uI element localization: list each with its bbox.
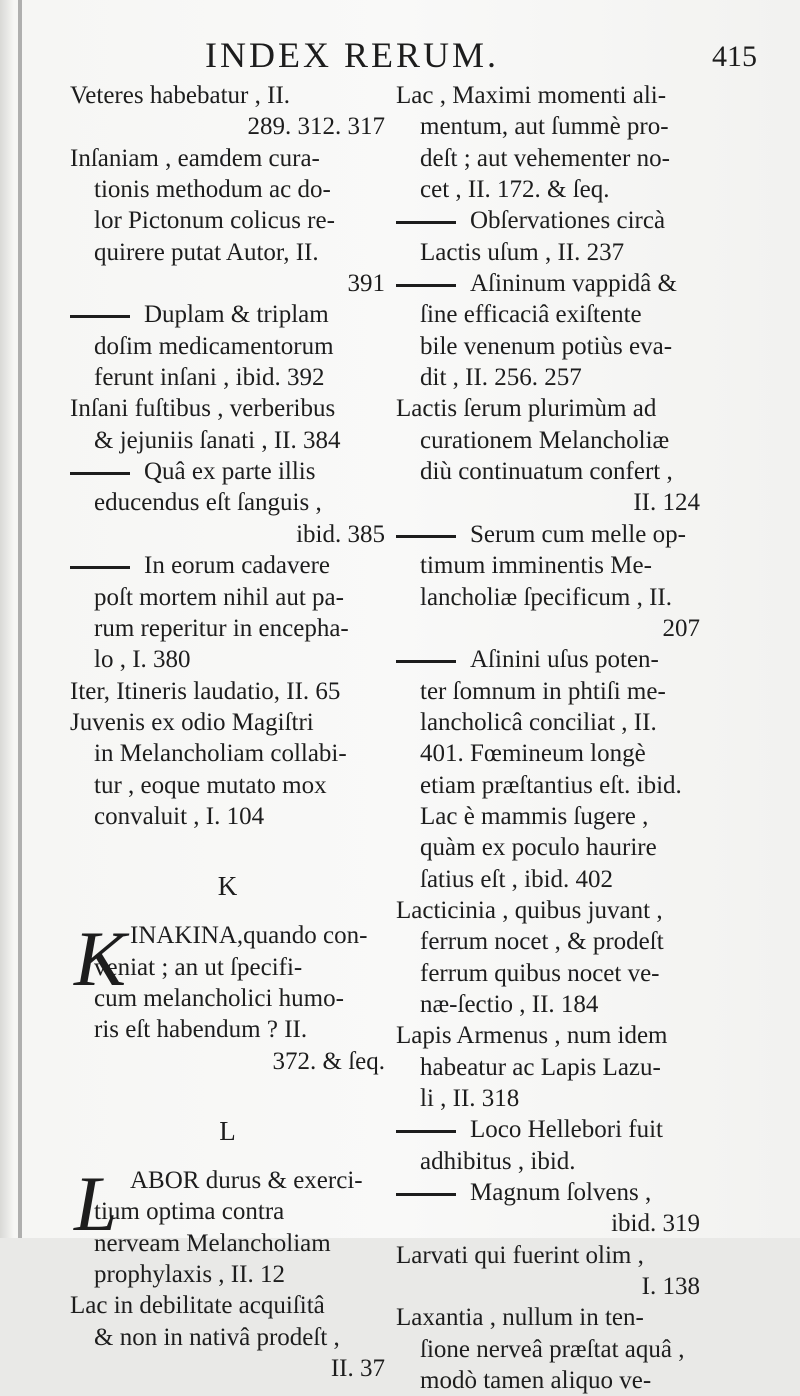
index-line: ferrum nocet , & prodeſt bbox=[420, 928, 664, 956]
index-line: dit , II. 256. 257 bbox=[420, 364, 582, 392]
sub-entry-line bbox=[396, 1177, 700, 1208]
index-line: 391 bbox=[347, 270, 385, 298]
repeat-dash bbox=[396, 221, 456, 224]
index-line: Juvenis ex odio Magiſtri bbox=[70, 708, 314, 736]
index-line: lancholiæ ſpecificum , II. bbox=[420, 583, 673, 611]
index-line: rum reperitur in encepha- bbox=[94, 614, 349, 642]
index-line: ſione nerveâ præſtat aquâ , bbox=[420, 1335, 685, 1363]
left-column bbox=[70, 80, 385, 1383]
index-line: deſt ; aut vehementer no- bbox=[420, 144, 670, 172]
index-line: tur , eoque mutato mox bbox=[94, 771, 327, 799]
sub-entry-line bbox=[70, 299, 385, 330]
index-line: prophylaxis , II. 12 bbox=[94, 1261, 285, 1288]
index-line: & non in nativâ prodeſt , bbox=[94, 1323, 340, 1351]
index-line: 289. 312. 317 bbox=[247, 113, 385, 141]
index-line: ibid. 385 bbox=[296, 520, 385, 548]
index-line: I. 138 bbox=[641, 1273, 700, 1301]
repeat-dash bbox=[70, 566, 130, 569]
index-line: Lactis uſum , II. 237 bbox=[420, 238, 625, 266]
index-line: tium optima contra bbox=[94, 1198, 285, 1226]
sub-entry-line bbox=[396, 644, 700, 675]
drop-cap: L bbox=[74, 1159, 118, 1247]
index-line: lo , I. 380 bbox=[94, 646, 191, 674]
index-line: ferrum quibus nocet ve- bbox=[420, 959, 660, 987]
page-number: 415 bbox=[712, 40, 757, 73]
section-letter: L bbox=[219, 1115, 236, 1146]
index-line: habeatur ac Lapis Lazu- bbox=[420, 1053, 661, 1081]
index-line: in Melancholiam collabi- bbox=[94, 740, 347, 768]
sub-entry-line bbox=[396, 268, 700, 299]
drop-cap: K bbox=[74, 915, 127, 1003]
sub-entry-line bbox=[396, 205, 700, 236]
index-line: doſim medicamentorum bbox=[94, 332, 334, 360]
index-line: Lactis ſerum plurimùm ad bbox=[396, 395, 657, 423]
index-line: Lacticinia , quibus juvant , bbox=[396, 896, 663, 924]
index-line: Lapis Armenus , num idem bbox=[396, 1022, 668, 1050]
sub-entry-line bbox=[396, 1114, 700, 1145]
repeat-dash bbox=[396, 1193, 456, 1196]
index-line: timum imminentis Me- bbox=[420, 552, 652, 580]
index-line: Lac in debilitate acquiſitâ bbox=[70, 1292, 325, 1320]
index-line: li , II. 318 bbox=[420, 1085, 520, 1112]
index-line: Lac è mammis ſugere , bbox=[420, 802, 649, 830]
index-line: quàm ex poculo haurire bbox=[420, 834, 657, 862]
right-column bbox=[396, 80, 700, 1395]
index-line: & jejuniis ſanati , II. 384 bbox=[94, 426, 341, 454]
index-line: quirere putat Autor, II. bbox=[94, 238, 319, 266]
entry-text: Aſininum vappidâ & bbox=[470, 270, 677, 298]
repeat-dash bbox=[70, 315, 130, 318]
index-line: adhibitus , ibid. bbox=[420, 1147, 576, 1175]
index-line: Inſani fuſtibus , verberibus bbox=[70, 395, 336, 423]
index-line: lancholicâ conciliat , II. bbox=[420, 708, 657, 736]
index-line: educendus eſt ſanguis , bbox=[94, 489, 322, 517]
repeat-dash bbox=[70, 472, 130, 475]
entry-text: Duplam & triplam bbox=[144, 301, 329, 329]
index-line: modò tamen aliquo ve- bbox=[420, 1367, 652, 1395]
index-line: etiam præſtantius eſt. ibid. bbox=[420, 771, 682, 799]
index-line: Laxantia , nullum in ten- bbox=[396, 1304, 644, 1332]
entry-text: Loco Hellebori fuit bbox=[470, 1116, 663, 1144]
index-line: ris eſt habendum ? II. bbox=[94, 1016, 308, 1044]
entry-text: Aſinini uſus poten- bbox=[470, 646, 659, 674]
entry-text: Obſervationes circà bbox=[470, 207, 666, 235]
index-line: 372. & ſeq. bbox=[272, 1047, 385, 1075]
index-line: cum melancholici humo- bbox=[94, 984, 344, 1012]
sub-entry-line bbox=[396, 519, 700, 550]
index-line: convaluit , I. 104 bbox=[94, 802, 265, 830]
entry-text: INAKINA,quando con- bbox=[130, 922, 368, 950]
running-title: INDEX RERUM. bbox=[205, 35, 499, 75]
index-line: ibid. 319 bbox=[611, 1210, 700, 1238]
index-line: 207 bbox=[662, 614, 700, 642]
sub-entry-line bbox=[70, 456, 385, 487]
entry-text: ABOR durus & exerci- bbox=[130, 1166, 363, 1194]
index-line: ſatius eſt , ibid. 402 bbox=[420, 865, 614, 893]
index-line: 401. Fœmineum longè bbox=[420, 740, 646, 768]
index-line: ferunt inſani , ibid. 392 bbox=[94, 364, 325, 392]
page-header bbox=[0, 30, 800, 80]
index-line: næ-ſectio , II. 184 bbox=[420, 990, 599, 1018]
index-line: mentum, aut ſummè pro- bbox=[420, 113, 669, 141]
index-line: Inſaniam , eamdem cura- bbox=[70, 144, 320, 172]
index-line: cet , II. 172. & ſeq. bbox=[420, 176, 610, 204]
index-line: diù continuatum confert , bbox=[420, 458, 673, 486]
page-gutter bbox=[18, 0, 22, 1238]
index-line: curationem Melancholiæ bbox=[420, 426, 670, 454]
index-line: ſine efficaciâ exiſtente bbox=[420, 301, 642, 329]
index-line: Lac , Maximi momenti ali- bbox=[396, 82, 667, 109]
index-line: lor Pictonum colicus re- bbox=[94, 207, 335, 235]
section-letter: K bbox=[217, 871, 238, 902]
entry-text: In eorum cadavere bbox=[144, 552, 330, 580]
index-line: ter ſomnum in phtiſi me- bbox=[420, 677, 666, 705]
index-line: Veteres habebatur , II. bbox=[70, 82, 291, 109]
entry-text: Serum cum melle op- bbox=[470, 520, 686, 548]
index-line: Iter, Itineris laudatio, II. 65 bbox=[70, 677, 341, 705]
sub-entry-line bbox=[70, 550, 385, 581]
index-line: veniat ; an ut ſpecifi- bbox=[94, 953, 303, 981]
index-line: nerveam Melancholiam bbox=[94, 1229, 331, 1257]
index-line: tionis methodum ac do- bbox=[94, 176, 331, 204]
index-line: II. 37 bbox=[330, 1355, 385, 1383]
index-line: poſt mortem nihil aut pa- bbox=[94, 583, 344, 611]
index-line: II. 124 bbox=[633, 489, 700, 517]
entry-text: Quâ ex parte illis bbox=[144, 458, 316, 486]
repeat-dash bbox=[396, 284, 456, 287]
repeat-dash bbox=[396, 535, 456, 538]
index-line: bile venenum potiùs eva- bbox=[420, 332, 673, 360]
index-line: Larvati qui fuerint olim , bbox=[396, 1241, 644, 1269]
repeat-dash bbox=[396, 1130, 456, 1133]
entry-text: Magnum ſolvens , bbox=[470, 1179, 652, 1207]
repeat-dash bbox=[396, 660, 456, 663]
